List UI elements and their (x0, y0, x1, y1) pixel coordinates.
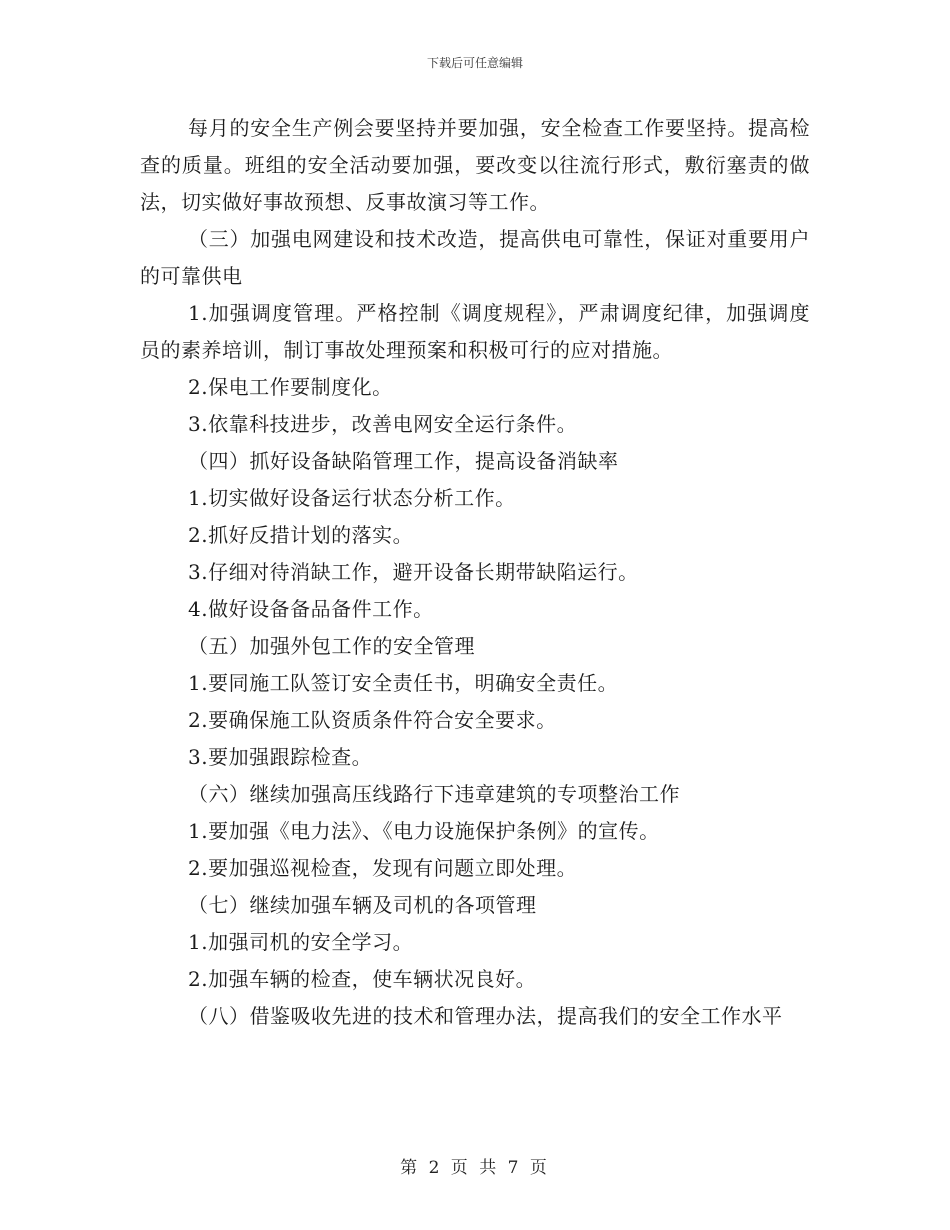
section-heading-5: （五）加强外包工作的安全管理 (188, 634, 475, 658)
list-item: 3.要加强跟踪检查。 (188, 745, 373, 769)
section-heading-4: （四）抓好设备缺陷管理工作，提高设备消缺率 (188, 449, 619, 473)
list-item: 2.要加强巡视检查，发现有问题立即处理。 (188, 856, 578, 880)
section-heading-7: （七）继续加强车辆及司机的各项管理 (188, 893, 537, 917)
list-item: 4.做好设备备品备件工作。 (188, 597, 434, 621)
list-item: 2.要确保施工队资质条件符合安全要求。 (188, 708, 557, 732)
list-item: 2.加强车辆的检查，使车辆状况良好。 (188, 967, 537, 991)
paragraph-safety-meetings: 每月的安全生产例会要坚持并要加强，安全检查工作要坚持。提高检查的质量。班组的安全活动要加强，要改变以往流行形式，敷衍塞责的做法，切实做好事故预想、反事故演习等工作。 (140, 116, 810, 214)
section-heading-3: （三）加强电网建设和技术改造，提高供电可靠性，保证对重要用户的可靠供电 (140, 227, 810, 288)
list-item: 1.加强调度管理。严格控制《调度规程》，严肃调度纪律，加强调度员的素养培训，制订事故处理预案和积极可行的应对措施。 (140, 301, 810, 362)
section-heading-8: （八）借鉴吸收先进的技术和管理办法，提高我们的安全工作水平 (188, 1004, 783, 1028)
page-header: 下载后可任意编辑 (426, 56, 523, 70)
page-footer: 第 2 页 共 7 页 (400, 1158, 550, 1178)
list-item: 2.抓好反措计划的落实。 (188, 523, 414, 547)
list-item: 1.要同施工队签订安全责任书，明确安全责任。 (188, 671, 619, 695)
list-item: 1.切实做好设备运行状态分析工作。 (188, 486, 516, 510)
section-heading-6: （六）继续加强高压线路行下违章建筑的专项整治工作 (188, 782, 680, 806)
list-item: 1.加强司机的安全学习。 (188, 930, 414, 954)
list-item: 3.依靠科技进步，改善电网安全运行条件。 (188, 412, 578, 436)
list-item: 1.要加强《电力法》、《电力设施保护条例》的宣传。 (188, 819, 660, 843)
list-item: 3.仔细对待消缺工作，避开设备长期带缺陷运行。 (188, 560, 639, 584)
list-item: 2.保电工作要制度化。 (188, 375, 393, 399)
document-body (140, 110, 810, 1035)
